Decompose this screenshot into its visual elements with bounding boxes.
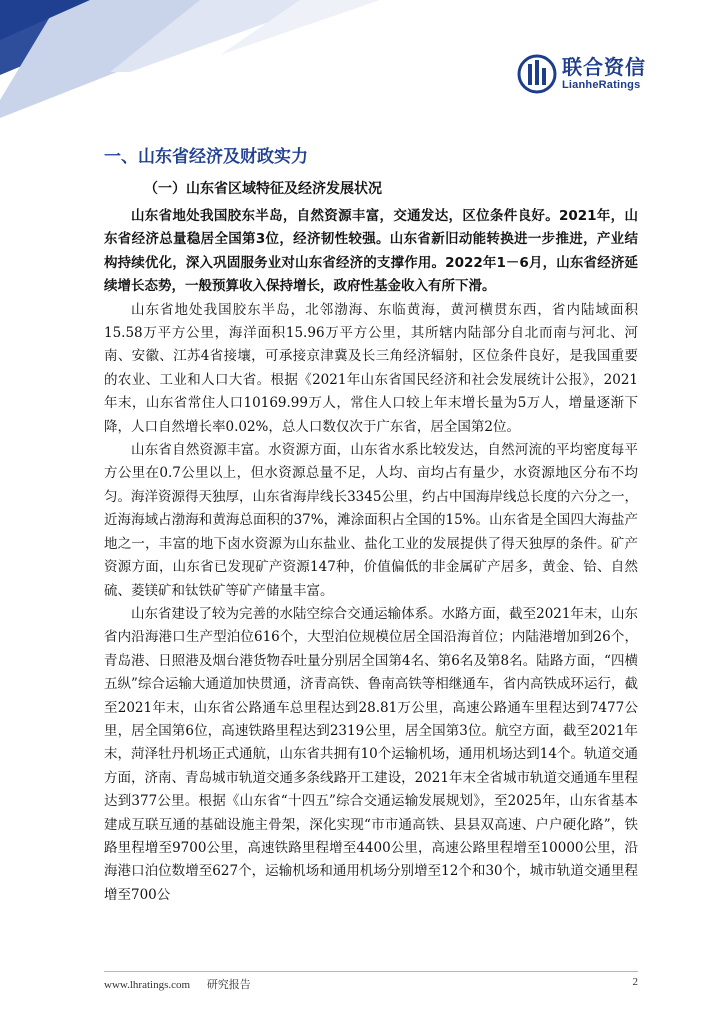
logo-name-en: LianheRatings [562,79,641,91]
footer-website: www.lhratings.com [104,979,191,991]
logo-name-cn: 联合资信 [562,55,646,79]
paragraph-location: 山东省地处我国胶东半岛，北邻渤海、东临黄海，黄河横贯东西，省内陆域面积15.58万平方公里，海洋面积15.96万平方公里，其所辖内陆部分自北而南与河北、河南、安徽、江苏4省接壤，可承接京津冀及长三角经济辐射，区位条件良好，是我国重要的农业、工业和人口大省。根据《2021年山东省国民经济和社会发展统计公报》，2021年末，山东省常住人口10169.99万人，常住人口较上年末增长量为5万人，增量逐渐下降，人口自然增长率0.02%，总人口数仅次于广东省，居全国第2位。 [104,301,638,435]
paragraph-resources: 山东省自然资源丰富。水资源方面，山东省水系比较发达，自然河流的平均密度每平方公里在0.7公里以上，但水资源总量不足，人均、亩均占有量少，水资源地区分布不均匀。海洋资源得天独厚，山东省海岸线长3345公里，约占中国海岸线总长度的六分之一，近海海域占渤海和黄海总面积的37%，滩涂面积占全国的15%。山东省是全国四大海盐产地之一，丰富的地下卤水资源为山东盐业、盐化工业的发展提供了得天独厚的条件。矿产资源方面，山东省已发现矿产资源147种，价值偏低的非金属矿产居多，黄金、铪、自然硫、菱镁矿和钛铁矿等矿产储量丰富。 [104,442,638,599]
footer-info [104,976,251,992]
paragraph-transport: 山东省建设了较为完善的水陆空综合交通运输体系。水路方面，截至2021年末，山东省内沿海港口生产型泊位616个，大型泊位规模位居全国沿海首位；内陆港增加到26个，青岛港、日照港及烟台港货物吞吐量分别居全国第4名、第6名及第8名。陆路方面，“四横五纵”综合运输大通道加快贯通，济青高铁、鲁南高铁等相继通车，省内高铁成环运行，截至2021年末，山东省公路通车总里程达到28.81万公里，高速公路通车里程达到7477公里，居全国第6位，高速铁路里程达到2319公里，居全国第3位。航空方面，截至2021年末，菏泽牡丹机场正式通航，山东省共拥有10个运输机场，通用机场达到14个。轨道交通方面，济南、青岛城市轨道交通多条线路开工建设，2021年末全省城市轨道交通通车里程达到377公里。根据《山东省“十四五”综合交通运输发展规划》，至2025年，山东省基本建成互联互通的基础设施主骨架，深化实现“市市通高铁、县县双高速、户户硬化路”，铁路里程增至9700公里，高速铁路里程增至4400公里，高速公路里程增至10000公里，沿海港口泊位数增至627个，运输机场和通用机场分别增至12个和30个，城市轨道交通里程增至700公 [104,605,638,903]
footer-report-type: 研究报告 [206,979,251,991]
subsection-title: （一）山东省区域特征及经济发展状况 [144,181,382,197]
company-logo [517,52,646,96]
page-number: 2 [632,976,638,988]
section-title: 一、山东省经济及财政实力 [104,147,308,167]
lianhe-logo-icon [517,54,557,94]
body-text [104,205,638,907]
lead-paragraph: 山东省地处我国胶东半岛，自然资源丰富，交通发达，区位条件良好。2021年，山东省经济总量稳居全国第3位，经济韧性较强。山东省新旧动能转换进一步推进，产业结构持续优化，深入巩固服务业对山东省经济的支撑作用。2022年1－6月，山东省经济延续增长态势，一般预算收入保持增长，政府性基金收入有所下滑。 [104,208,638,295]
footer-divider [104,971,638,972]
